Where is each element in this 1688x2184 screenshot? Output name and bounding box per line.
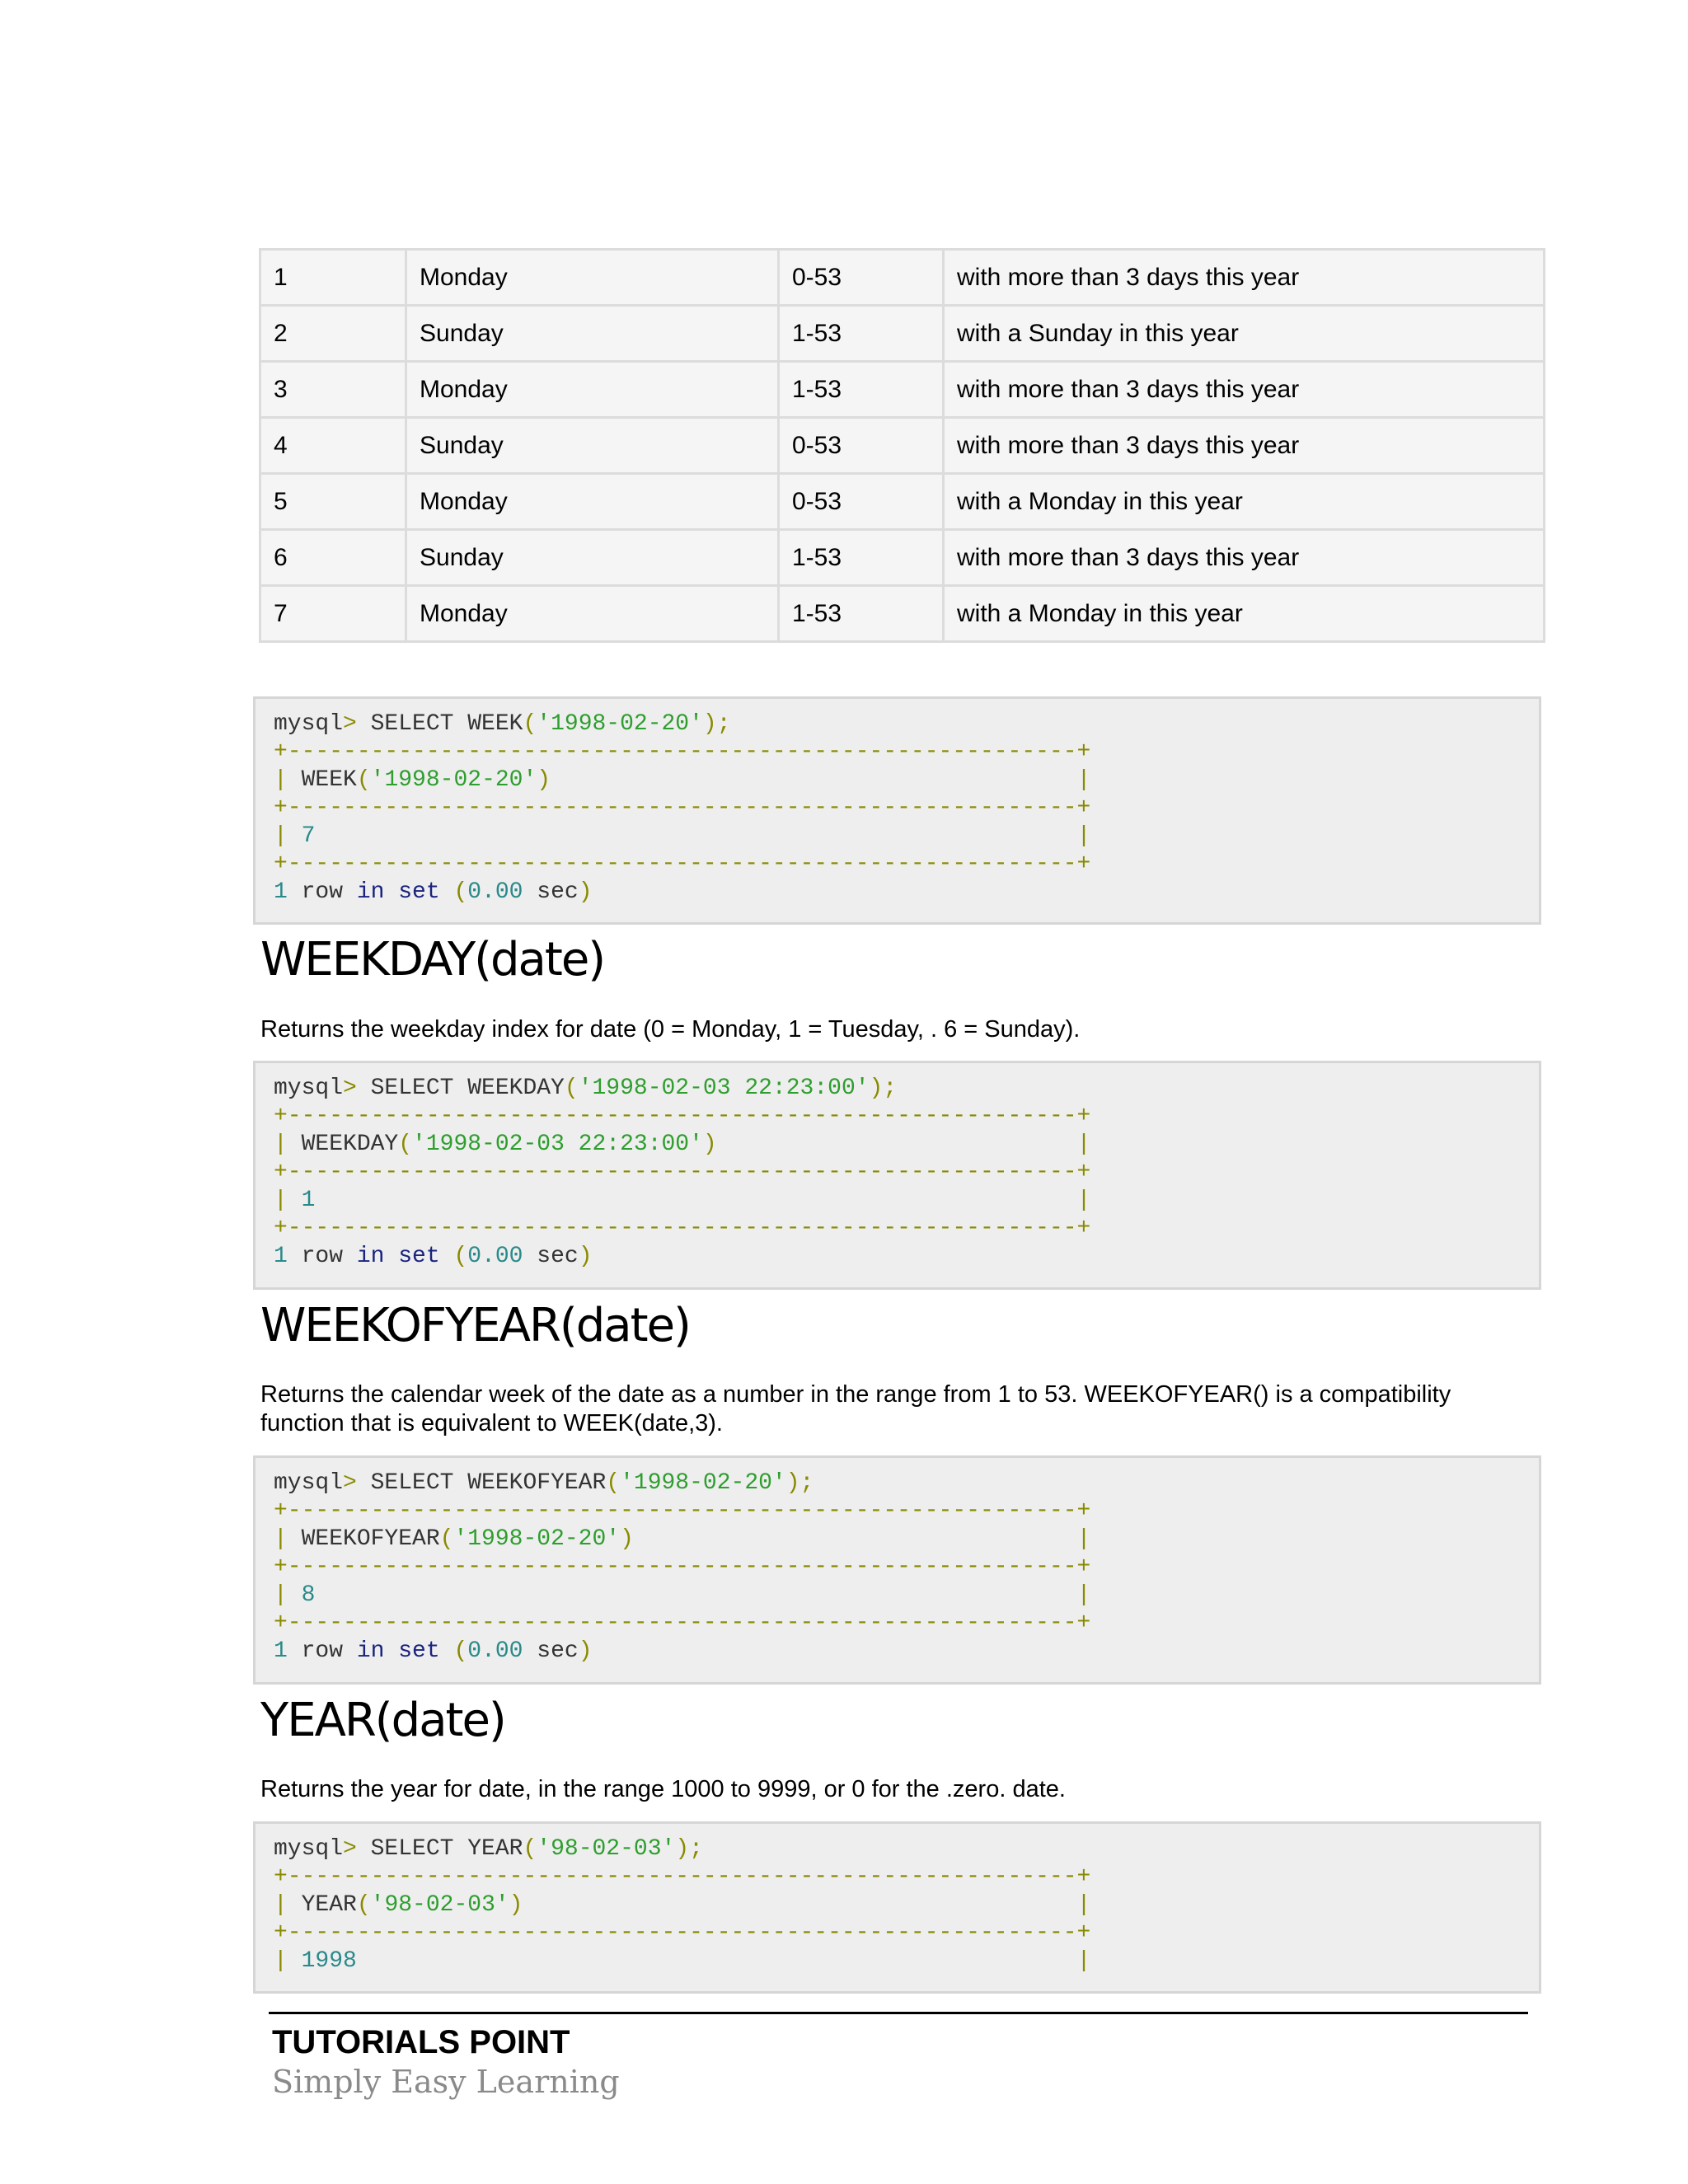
result-cell-line: | WEEKDAY('1998-02-03 22:23:00') |	[274, 1132, 1091, 1157]
first-day-cell: Sunday	[406, 306, 779, 362]
first-day-cell: Sunday	[406, 530, 779, 586]
result-cell-line: | WEEK('1998-02-20') |	[274, 767, 1091, 793]
mode-cell: 4	[260, 418, 406, 474]
range-cell: 1-53	[779, 362, 944, 418]
table-row	[260, 530, 1545, 586]
table-row	[260, 362, 1545, 418]
result-border: +---------------------------------------------------------+	[274, 1864, 1091, 1890]
range-cell: 1-53	[779, 530, 944, 586]
prompt: mysql	[274, 1470, 344, 1496]
mode-cell: 6	[260, 530, 406, 586]
first-day-cell: Sunday	[406, 418, 779, 474]
result-cell-line: | 1 |	[274, 1188, 1091, 1213]
result-value: 1998	[301, 1948, 357, 1974]
row-count-line: 1 row in set (0.00 sec)	[274, 1244, 593, 1269]
section-description-year: Returns the year for date, in the range 1000 to 9999, or 0 for the .zero. date.	[260, 1776, 1066, 1802]
result-cell-line: | WEEKOFYEAR('1998-02-20') |	[274, 1526, 1091, 1552]
column-header: WEEKOFYEAR	[301, 1526, 440, 1552]
first-day-cell: Monday	[406, 474, 779, 530]
query-line: mysql> SELECT WEEK('1998-02-20');	[274, 711, 731, 737]
query-argument: '1998-02-20'	[537, 711, 703, 737]
mode-cell: 1	[260, 250, 406, 306]
prompt: mysql	[274, 1836, 344, 1862]
result-value: 7	[301, 823, 316, 849]
result-cell-line: | 8 |	[274, 1582, 1091, 1608]
range-cell: 1-53	[779, 586, 944, 642]
query-argument: '98-02-03'	[537, 1836, 676, 1862]
result-cell-line: | 7 |	[274, 823, 1091, 849]
section-description-weekday: Returns the weekday index for date (0 = Monday, 1 = Tuesday, . 6 = Sunday).	[260, 1016, 1081, 1043]
result-border: +---------------------------------------------------------+	[274, 795, 1091, 821]
table-row	[260, 250, 1545, 306]
result-border: +---------------------------------------------------------+	[274, 739, 1091, 765]
query-line: mysql> SELECT WEEKDAY('1998-02-03 22:23:00');	[274, 1076, 898, 1101]
result-border: +---------------------------------------------------------+	[274, 1920, 1091, 1946]
footer-tagline: Simply Easy Learning	[272, 2064, 620, 2100]
code-block-weekofyear	[253, 1455, 1541, 1685]
mode-cell: 7	[260, 586, 406, 642]
result-border: +---------------------------------------------------------+	[274, 1610, 1091, 1636]
section-heading-year: YEAR(date)	[260, 1694, 505, 1747]
column-header: WEEK	[301, 767, 357, 793]
mode-cell: 3	[260, 362, 406, 418]
result-border: +---------------------------------------------------------+	[274, 1104, 1091, 1129]
result-border: +---------------------------------------------------------+	[274, 1160, 1091, 1185]
first-day-cell: Monday	[406, 586, 779, 642]
range-cell: 0-53	[779, 418, 944, 474]
section-heading-weekday: WEEKDAY(date)	[260, 933, 605, 987]
week1-rule-cell: with more than 3 days this year	[944, 530, 1545, 586]
week1-rule-cell: with a Monday in this year	[944, 474, 1545, 530]
footer-divider	[269, 2012, 1528, 2014]
code-block-week	[253, 696, 1541, 925]
section-description-weekofyear: Returns the calendar week of the date as a number in the range from 1 to 53. WEEKOFYEAR() is a compatibility function that is equivalent to WEEK(date,3).	[260, 1381, 1451, 1436]
column-header: WEEKDAY	[301, 1132, 399, 1157]
result-border: +---------------------------------------------------------+	[274, 1498, 1091, 1524]
result-cell-line: | YEAR('98-02-03') |	[274, 1892, 1091, 1918]
mode-cell: 5	[260, 474, 406, 530]
query-argument: '1998-02-20'	[620, 1470, 786, 1496]
column-header: YEAR	[301, 1892, 357, 1918]
result-value: 8	[301, 1582, 316, 1608]
query-argument: '1998-02-03 22:23:00'	[578, 1076, 870, 1101]
row-count-line: 1 row in set (0.00 sec)	[274, 1638, 593, 1664]
row-count-line: 1 row in set (0.00 sec)	[274, 879, 593, 905]
table-row	[260, 418, 1545, 474]
table-row	[260, 474, 1545, 530]
range-cell: 1-53	[779, 306, 944, 362]
week1-rule-cell: with more than 3 days this year	[944, 250, 1545, 306]
week1-rule-cell: with more than 3 days this year	[944, 418, 1545, 474]
week1-rule-cell: with more than 3 days this year	[944, 362, 1545, 418]
table-row	[260, 586, 1545, 642]
first-day-cell: Monday	[406, 250, 779, 306]
table-row	[260, 306, 1545, 362]
result-border: +---------------------------------------------------------+	[274, 851, 1091, 877]
result-border: +---------------------------------------------------------+	[274, 1554, 1091, 1580]
range-cell: 0-53	[779, 250, 944, 306]
code-block-weekday	[253, 1061, 1541, 1290]
code-block-year	[253, 1821, 1541, 1994]
query-line: mysql> SELECT YEAR('98-02-03');	[274, 1836, 703, 1862]
week-mode-table-body	[260, 250, 1545, 642]
week-mode-table	[259, 248, 1545, 643]
query-line: mysql> SELECT WEEKOFYEAR('1998-02-20');	[274, 1470, 814, 1496]
result-cell-line: | 1998 |	[274, 1948, 1091, 1974]
prompt: mysql	[274, 1076, 344, 1101]
range-cell: 0-53	[779, 474, 944, 530]
footer-brand: TUTORIALS POINT	[272, 2024, 570, 2060]
week1-rule-cell: with a Monday in this year	[944, 586, 1545, 642]
first-day-cell: Monday	[406, 362, 779, 418]
section-heading-weekofyear: WEEKOFYEAR(date)	[260, 1299, 690, 1352]
prompt: mysql	[274, 711, 344, 737]
mode-cell: 2	[260, 306, 406, 362]
result-border: +---------------------------------------------------------+	[274, 1216, 1091, 1241]
result-value: 1	[301, 1188, 316, 1213]
week1-rule-cell: with a Sunday in this year	[944, 306, 1545, 362]
